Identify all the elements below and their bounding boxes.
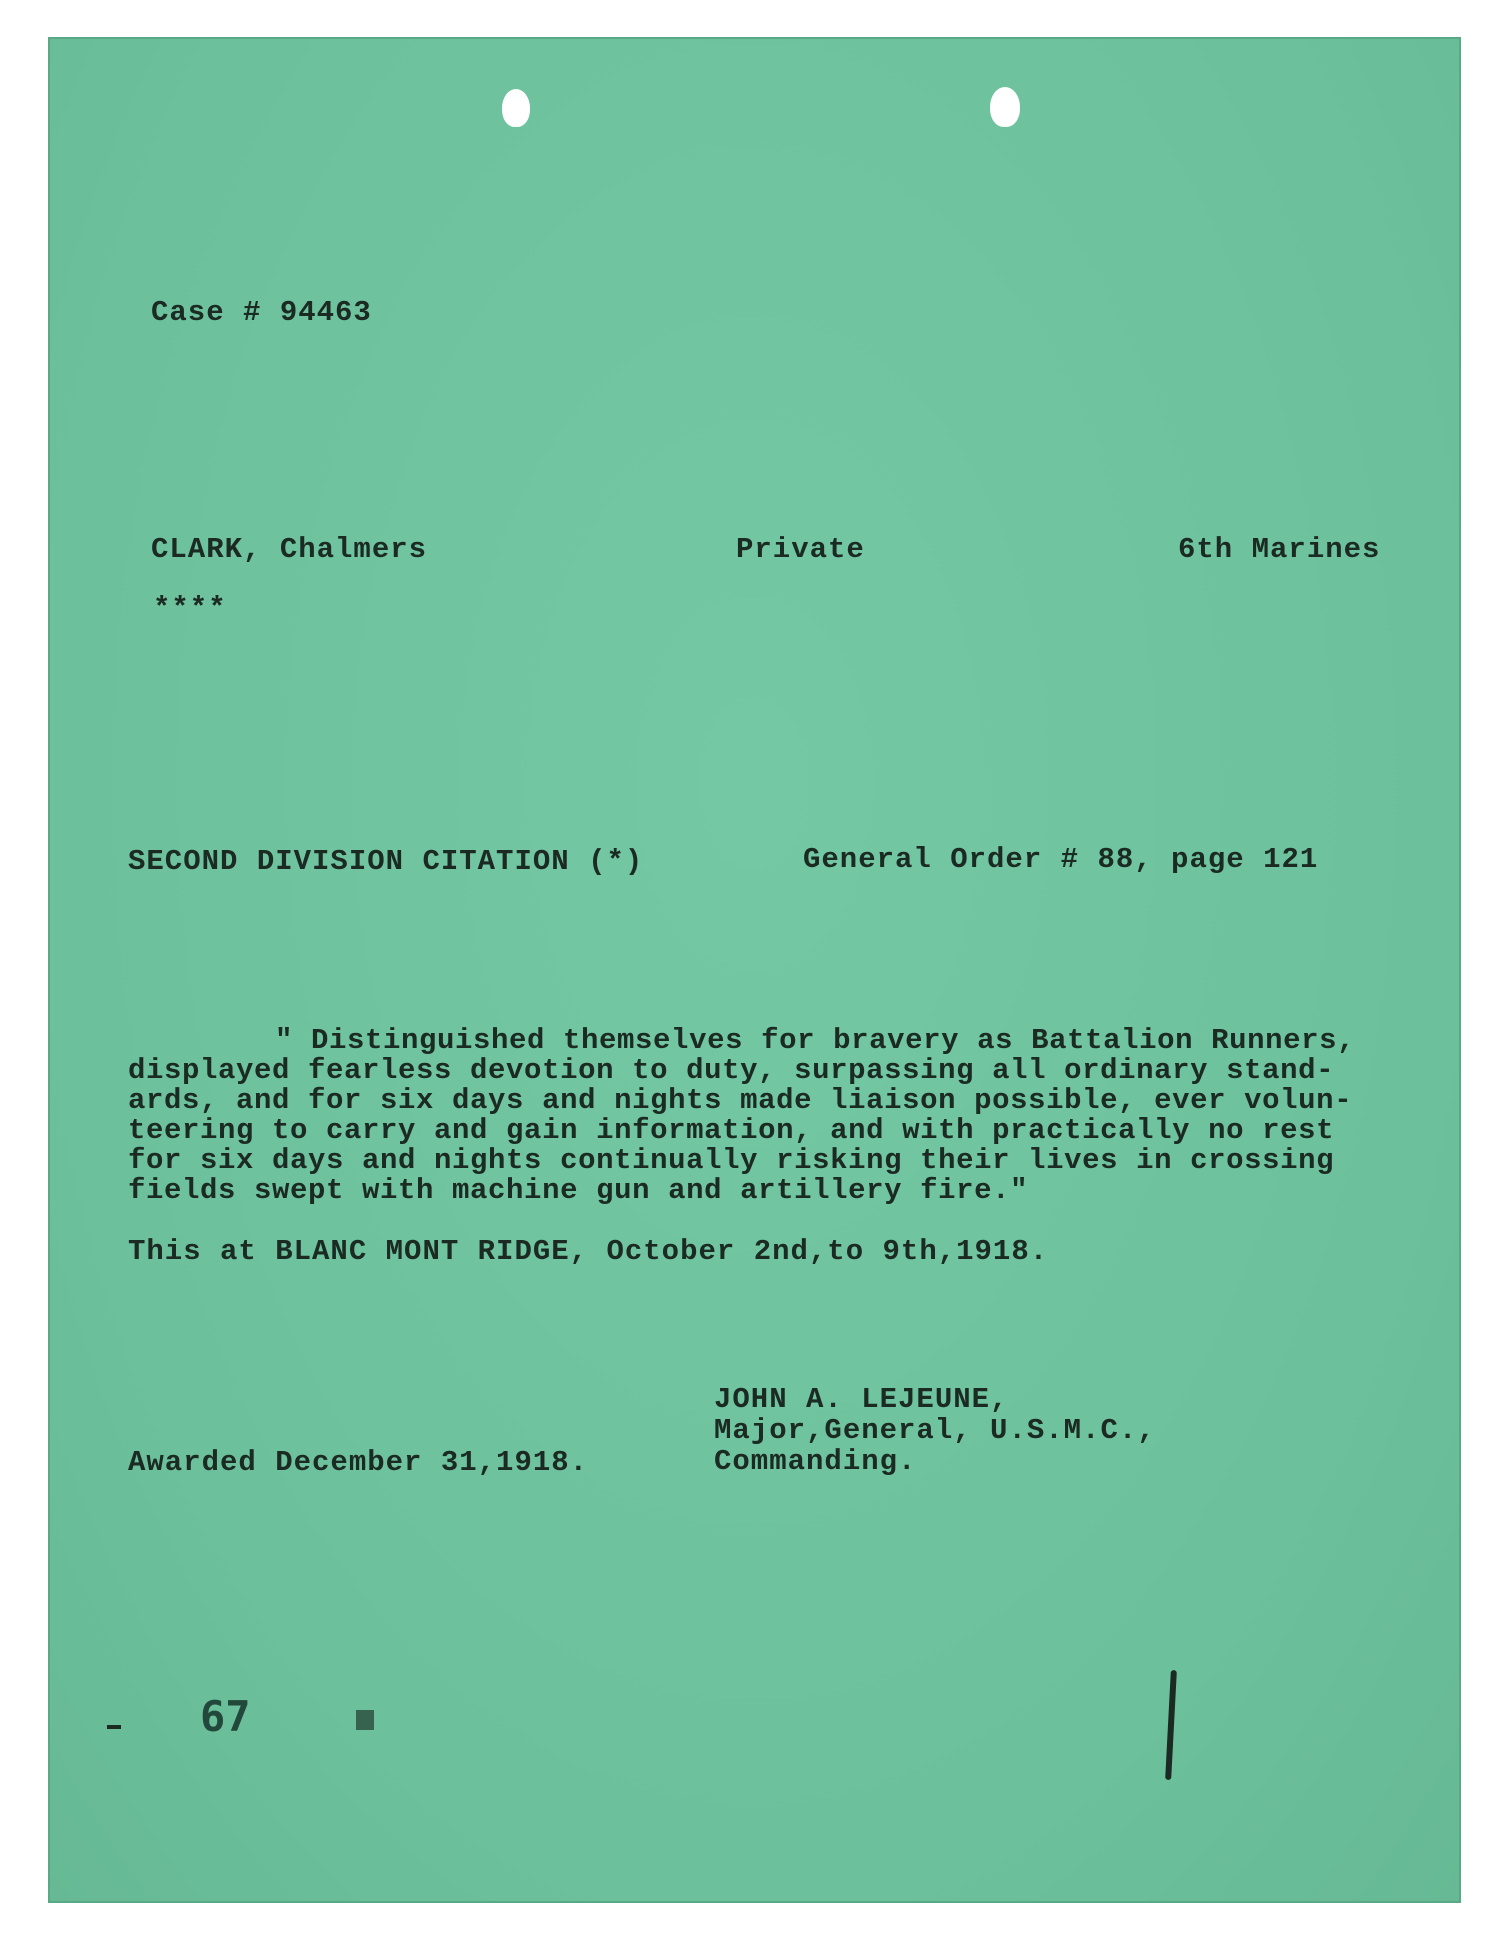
recipient-rank: Private (736, 533, 865, 566)
page-number-stamp: 67 (200, 1692, 251, 1741)
recipient-unit: 6th Marines (1178, 533, 1381, 566)
recipient-name: CLARK, Chalmers (151, 533, 428, 566)
award-date: Awarded December 31,1918. (128, 1446, 589, 1479)
citation-line: " Distinguished themselves for bravery as Battalion Runners, (275, 1024, 1356, 1057)
punch-hole-left (502, 89, 530, 127)
citation-line: teering to carry and gain information, and with practically no rest (128, 1114, 1335, 1147)
dash-mark (107, 1725, 121, 1729)
citation-title: SECOND DIVISION CITATION (*) (128, 845, 644, 878)
punch-hole-right (990, 87, 1020, 127)
citation-line: for six days and nights continually risking their lives in crossing (128, 1144, 1335, 1177)
case-number: Case # 94463 (151, 296, 372, 329)
asterisk-marker: **** (153, 592, 227, 625)
location-date-line: This at BLANC MONT RIDGE, October 2nd,to 9th,1918. (128, 1235, 1049, 1268)
signatory-title: Major,General, U.S.M.C., (714, 1414, 1156, 1447)
general-order-reference: General Order # 88, page 121 (803, 843, 1319, 876)
citation-line: ards, and for six days and nights made liaison possible, ever volun- (128, 1084, 1353, 1117)
signatory-name: JOHN A. LEJEUNE, (714, 1383, 1009, 1416)
citation-line: displayed fearless devotion to duty, surpassing all ordinary stand- (128, 1054, 1335, 1087)
stamp-smudge (356, 1710, 374, 1730)
signatory-role: Commanding. (714, 1445, 917, 1478)
citation-line: fields swept with machine gun and artillery fire." (128, 1174, 1029, 1207)
